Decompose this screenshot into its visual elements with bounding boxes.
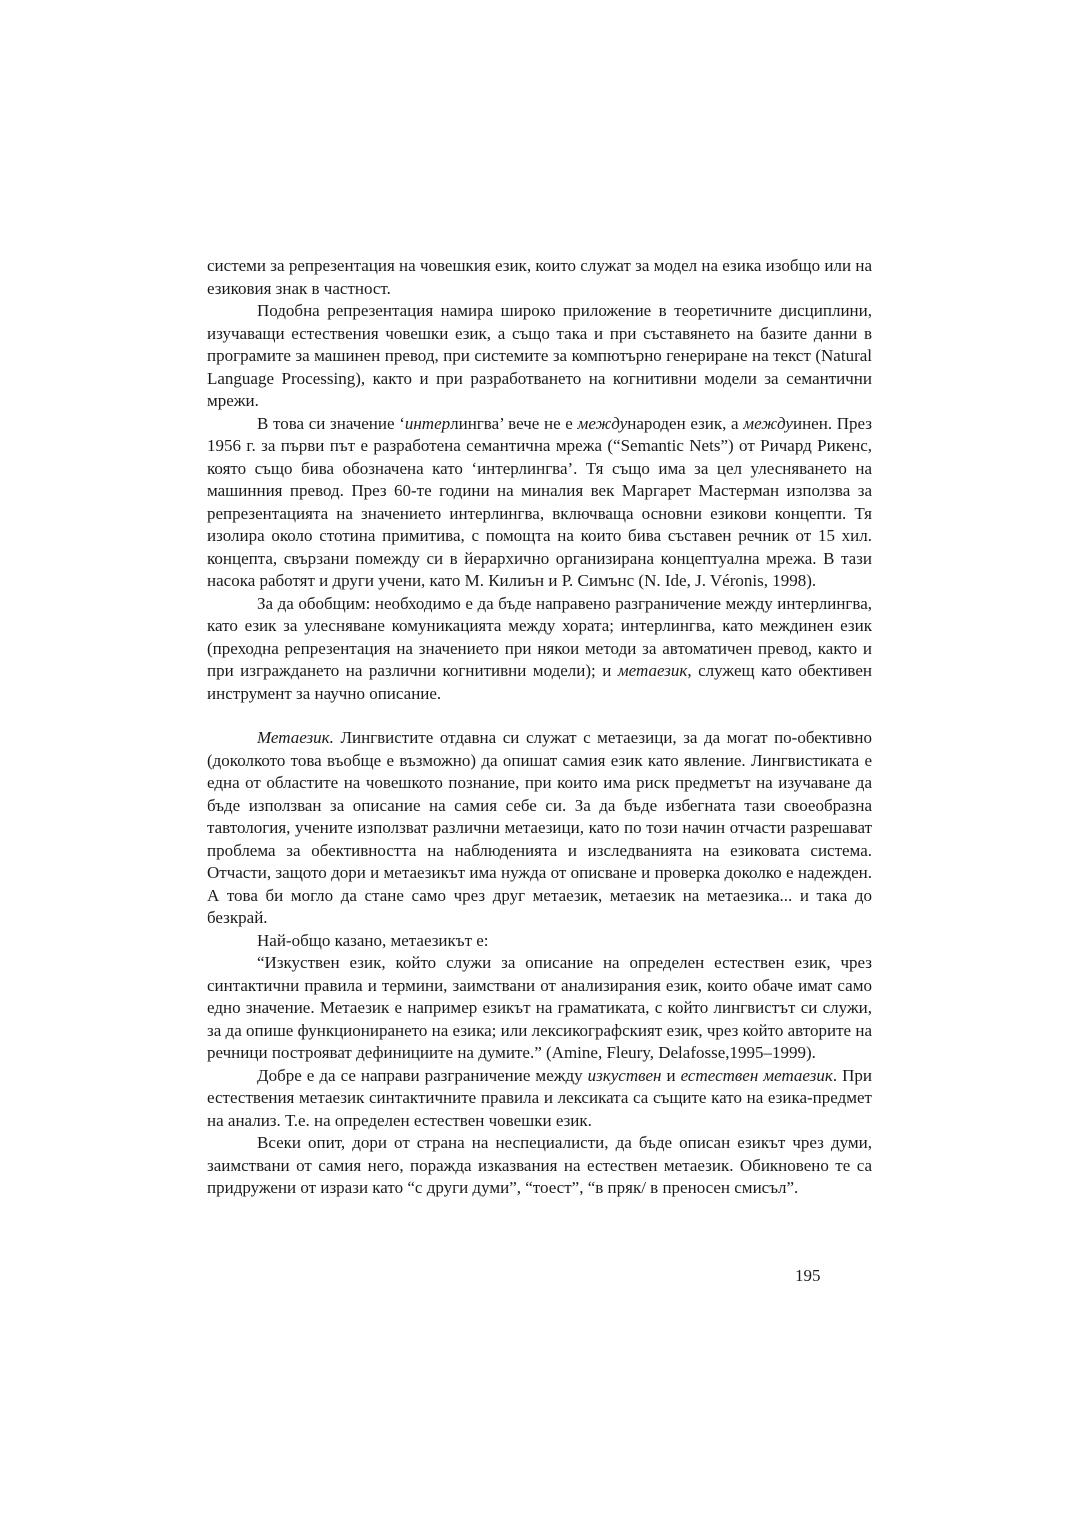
paragraph-4 [207, 593, 872, 706]
p5-text-b: Лингвистите отдавна си служат с метаезици, за да могат по-обективно (доколкото това въобще е възможно) да опишат самия език като явление. Лингвистиката е една от областите на човешкото познание, при които има риск предметът на изучаване да бъде използван за описание на самия себе си. За да бъде избегната тази своеобразна тавтология, учените използват различни метаезици, като по този начин отчасти разрешават проблема за обективността на наблюденията и изследванията на езиковата система. Отчасти, защото дори и метаезикът има нужда от описване и проверка доколко е надежден. А това би могло да стане само чрез друг метаезик, метаезик на метаезика... и така до безкрай. [207, 728, 872, 927]
p3-italic-mezhdu-2: между [743, 413, 793, 433]
p8-italic-estestven-metaezik: естествен метаезик [680, 1065, 833, 1085]
paragraph-5 [207, 727, 872, 930]
p3-text-g: инен. През 1956 г. за първи път е разработена семантична мрежа (“Semantic Nets”) от Ричард Рикенс, която също бива обозначена като ‘интерлингва’. Тя също има за цел улесняването на машинния превод. През 60-те години на миналия век Маргарет Мастерман използва за репрезентацията на значението интерлингва, включваща основни езикови концепти. Тя изолира около стотина примитива, с помощта на които бива съставен речник от 15 хил. концепта, свързани помежду си в йерархично организирана концептуална мрежа. В тази насока работят и други учени, като М. Килиън и Р. Симънс (N. Ide, J. Véronis, 1998). [207, 413, 872, 590]
p8-text-e: . При естествения метаезик синтактичните правила и лексиката са същите като на езика-предмет на анализ. Т.е. на определен естествен човешки език. [207, 1065, 872, 1130]
p4-text-c: , служещ като обективен инструмент за научно описание. [207, 661, 872, 703]
p3-text-a: В това си значение ‘ [257, 413, 405, 433]
p5-italic-heading: Метаезик. [257, 728, 334, 747]
paragraph-1: системи за репрезентация на човешкия език, които служат за модел на езика изобщо или на езиковия знак в частност. [207, 256, 872, 298]
paragraph-6: Най-общо казано, метаезикът е: [257, 930, 489, 950]
p4-text-a: За да обобщим: необходимо е да бъде направено разграничение между интерлингва, като език за улесняване комуникацията между хората; интерлингва, като междинен език (преходна репрезентация на значението при някои методи за автоматичен превод, както и при изграждането на различни когнитивни модели); и [207, 593, 872, 680]
p3-italic-mezhdu-1: между [577, 413, 628, 433]
paragraph-8 [207, 1065, 872, 1133]
p4-italic-metaezik: метаезик [617, 661, 688, 680]
p3-italic-inter: интер [404, 413, 451, 433]
paragraph-3 [207, 413, 872, 593]
p8-italic-izkustven: изкуствен [587, 1065, 662, 1085]
paragraph-9: Всеки опит, дори от страна на неспециалисти, да бъде описан езикът чрез думи, заимствани от самия него, поражда изказвания на естествен метаезик. Обикновено те са придружени от изрази като “с други думи”, “тоест”, “в пряк/ в преносен смисъл”. [207, 1133, 872, 1197]
p3-text-c: лингва’ вече не е [450, 413, 578, 433]
p3-text-e: народен език, а [627, 413, 744, 433]
page-number: 195 [795, 1266, 821, 1285]
p8-text-a: Добре е да се направи разграничение между [257, 1065, 588, 1085]
paragraph-7-quote: “Изкуствен език, който служи за описание на определен естествен език, чрез синтактични правила и термини, заимствани от анализирания език, които обаче имат само едно значение. Метаезик е например езикът на граматиката, с който лингвистът си служи, за да опише функционирането на езика; или лексикографският език, чрез който авторите на речници построяват дефинициите на думите.” (Amine, Fleury, Delafosse,1995–1999). [207, 953, 872, 1062]
paragraph-2: Подобна репрезентация намира широко приложение в теоретичните дисциплини, изучаващи естествения човешки език, а също така и при съставянето на базите данни в програмите за машинен превод, при системите за компютърно генериране на текст (Natural Language Processing), както и при разработването на когнитивни модели за семантични мрежи. [207, 301, 872, 410]
p8-text-c: и [661, 1065, 681, 1085]
body-text [207, 255, 872, 1200]
